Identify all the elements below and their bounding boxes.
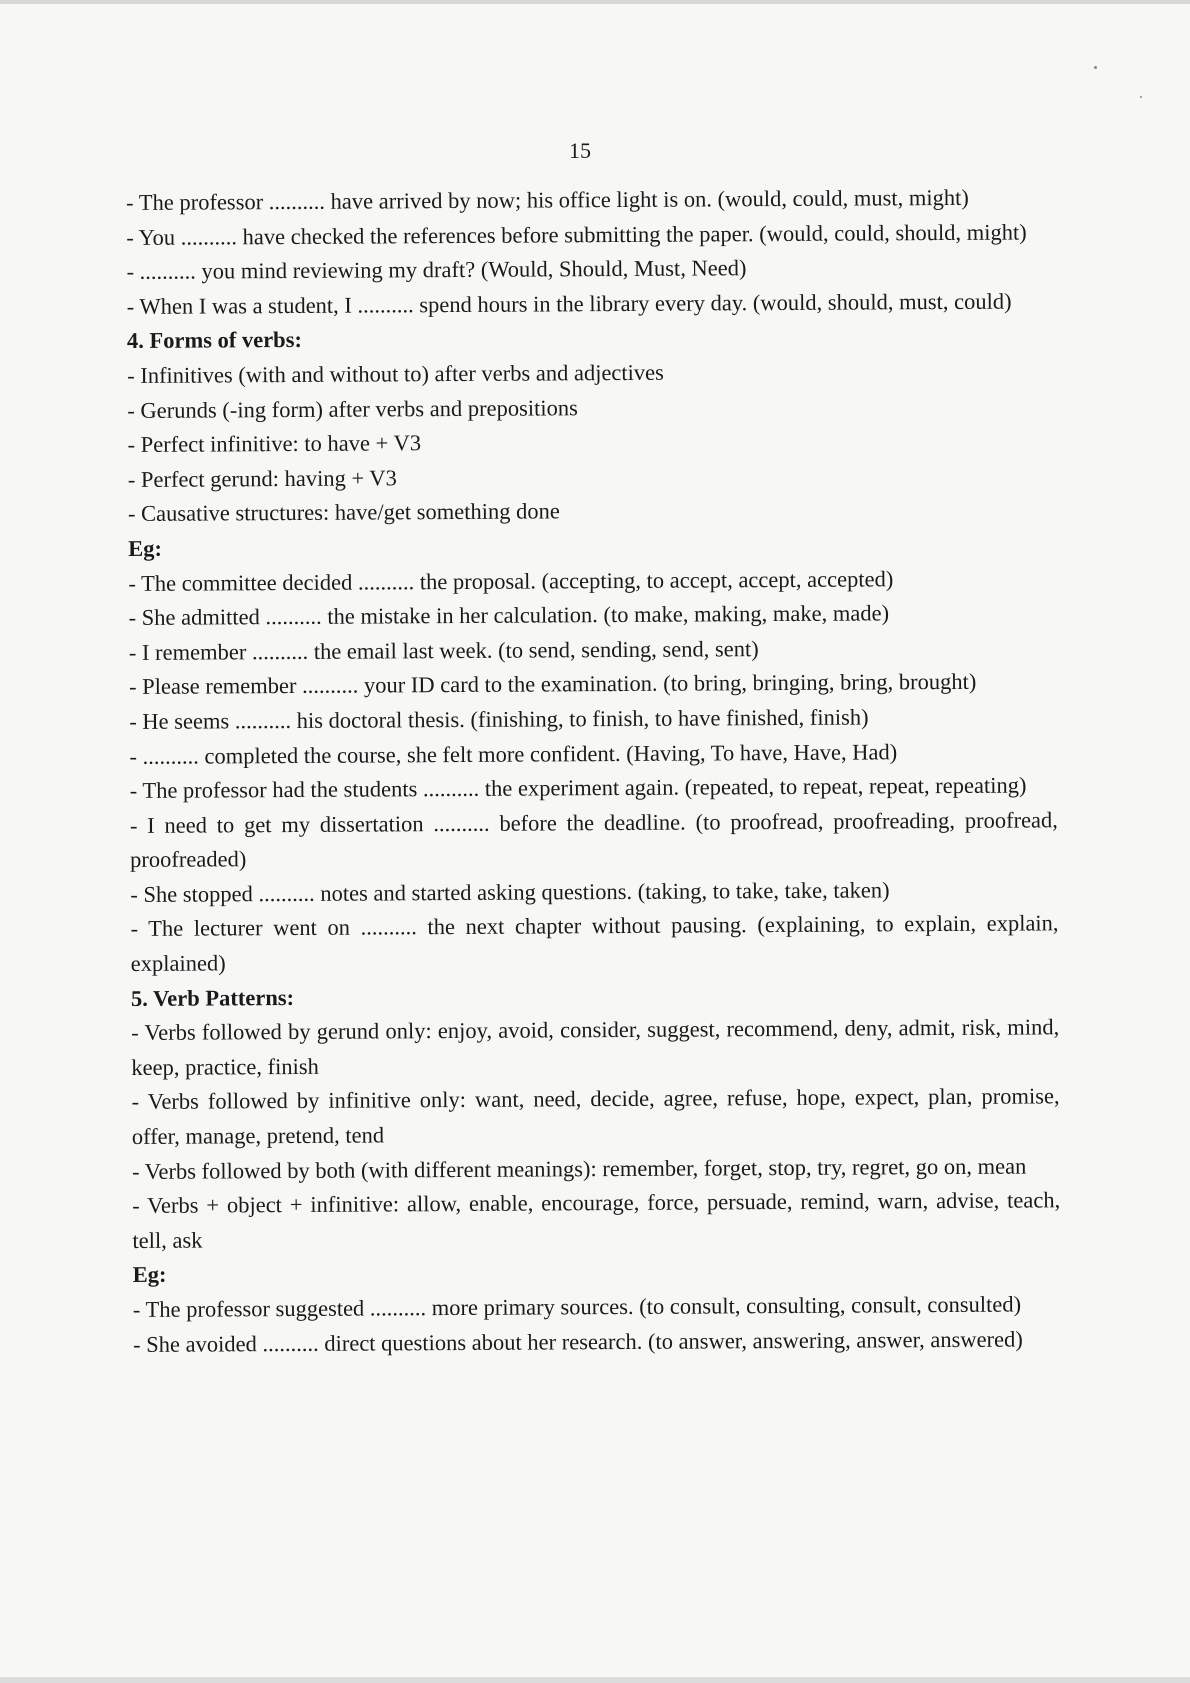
scan-speck: [1140, 96, 1142, 98]
text-line: - I need to get my dissertation .......... before the deadline. (to proofread, proofreading, proofread, proofreaded): [129, 807, 1058, 873]
text-line: - Infinitives (with and without to) after verbs and adjectives: [127, 359, 664, 388]
text-line: - When I was a student, I .......... spend hours in the library every day. (would, should, must, could): [126, 288, 1012, 319]
text-line: - You .......... have checked the references before submitting the paper. (would, could, should, might): [126, 219, 1027, 250]
text-line: - Perfect gerund: having + V3: [127, 465, 397, 492]
text-line: - The professor suggested .......... more primary sources. (to consult, consulting, consult, consulted): [132, 1291, 1022, 1322]
text-line: - Verbs followed by gerund only: enjoy, avoid, consider, suggest, recommend, deny, admit, risk, mind, keep, practice, finish: [131, 1014, 1060, 1080]
document-body: [126, 180, 1061, 1362]
section-heading: Eg:: [132, 1262, 167, 1288]
scan-speck: [1094, 66, 1097, 69]
section-heading: Eg:: [128, 535, 163, 561]
scan-edge-bottom: [0, 1677, 1190, 1683]
scan-edge-top: [0, 0, 1190, 4]
text-line: - .......... you mind reviewing my draft? (Would, Should, Must, Need): [126, 255, 747, 285]
text-line: - The lecturer went on .......... the next chapter without pausing. (explaining, to explain, explain, explained): [130, 910, 1059, 977]
text-line: - The professor had the students .......... the experiment again. (repeated, to repeat, repeat, repeating): [129, 772, 1027, 804]
text-line: - Verbs followed by both (with different meanings): remember, forget, stop, try, regret, go on, mean: [131, 1153, 1027, 1184]
section-heading: 5. Verb Patterns:: [130, 984, 295, 1011]
text-line: - Perfect infinitive: to have + V3: [127, 430, 422, 458]
text-line: - Verbs followed by infinitive only: want, need, decide, agree, refuse, hope, expect, plan, promise, offer, manage, pretend, tend: [131, 1083, 1060, 1150]
text-line: - The committee decided .......... the proposal. (accepting, to accept, accept, accepted): [128, 565, 894, 596]
page-number: 15: [569, 138, 591, 163]
text-line: - She stopped .......... notes and started asking questions. (taking, to take, take, taken): [130, 877, 890, 907]
text-line: - I remember .......... the email last week. (to send, sending, send, sent): [128, 635, 759, 665]
text-line: - .......... completed the course, she felt more confident. (Having, To have, Have, Had): [129, 738, 898, 769]
text-line: - She avoided .......... direct questions about her research. (to answer, answering, answer, answered): [132, 1326, 1023, 1357]
text-line: - Causative structures: have/get something done: [127, 498, 560, 527]
text-line: - The professor .......... have arrived by now; his office light is on. (would, could, must, might): [126, 184, 969, 215]
text-line: - Verbs + object + infinitive: allow, enable, encourage, force, persuade, remind, warn, advise, teach, tell, ask: [132, 1187, 1061, 1253]
text-line: - Please remember .......... your ID card to the examination. (to bring, bringing, bring, brought): [128, 669, 977, 700]
section-heading: 4. Forms of verbs:: [126, 327, 302, 354]
text-line: - She admitted .......... the mistake in her calculation. (to make, making, make, made): [128, 600, 890, 631]
text-line: - He seems .......... his doctoral thesis. (finishing, to finish, to have finished, finish): [129, 704, 869, 734]
text-line: - Gerunds (-ing form) after verbs and prepositions: [127, 394, 578, 423]
